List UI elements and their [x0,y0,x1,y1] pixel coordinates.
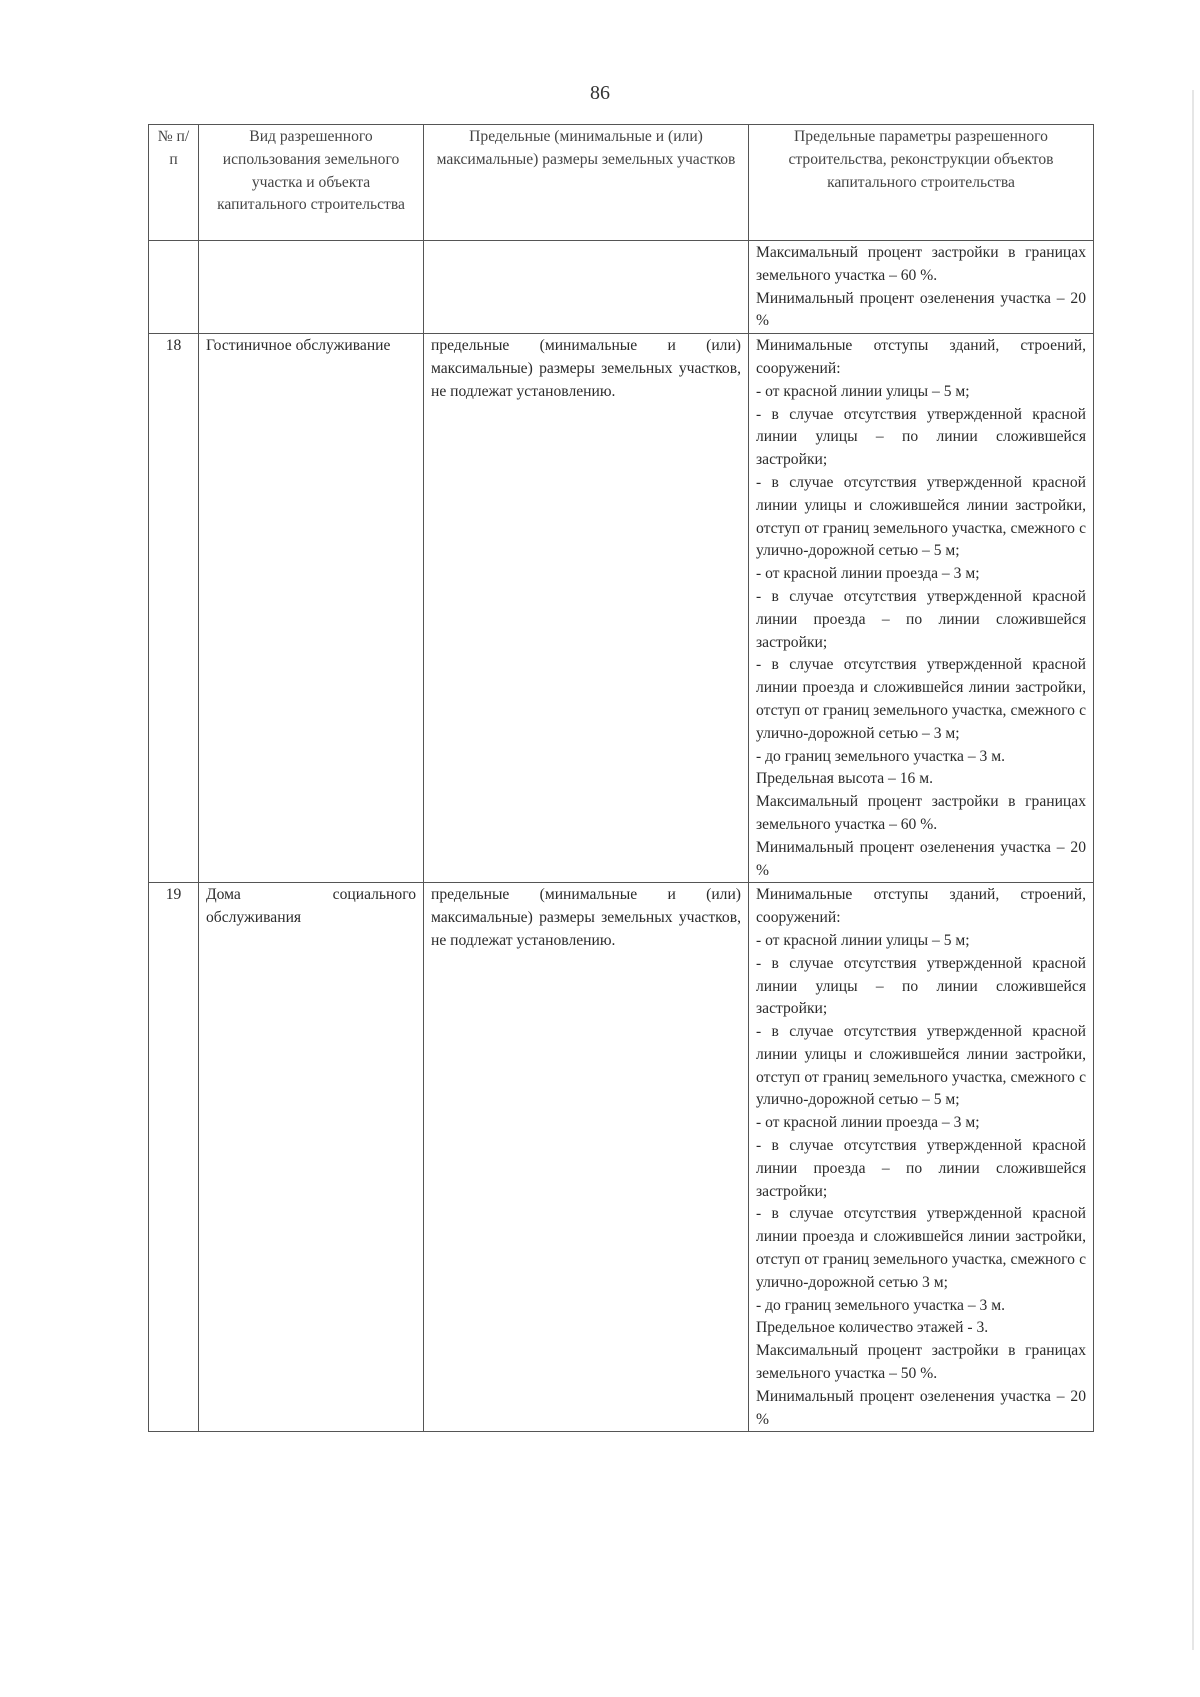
table-row-continued [149,241,1094,334]
param-line: Минимальный процент озеленения участка – 20 % [756,838,1086,879]
param-line: - в случае отсутствия утвержденной красной линии улицы и сложившейся линии застройки, отступ от границ земельного участка, смежного с улично-дорожной сетью – 5 м; [756,473,1086,560]
cell-use-type [199,241,424,334]
param-line: Минимальные отступы зданий, строений, сооружений: [756,337,1086,377]
header-build-params: Предельные параметры разрешенного строительства, реконструкции объектов капитального строительства [749,125,1094,241]
param-line: Максимальный процент застройки в границах земельного участка – 60 %. [756,244,1086,284]
cell-build-params [749,883,1094,1432]
header-num: № п/п [149,125,199,241]
param-line: Предельная высота – 16 м. [756,770,933,788]
table-row [149,883,1094,1432]
param-line: - от красной линии улицы – 5 м; [756,382,970,400]
param-line: - от красной линии проезда – 3 м; [756,1114,980,1132]
param-line: - в случае отсутствия утвержденной красной линии улицы – по линии сложившейся застройки; [756,405,1086,469]
page-number: 86 [590,82,610,104]
header-use-type: Вид разрешенного использования земельного участка и объекта капитального строительства [199,125,424,241]
param-line: Максимальный процент застройки в границах земельного участка – 50 %. [756,1342,1086,1383]
cell-build-params [749,334,1094,883]
param-line: - до границ земельного участка – 3 м. [756,747,1005,765]
param-line: Предельное количество этажей - 3. [756,1319,989,1337]
cell-plot-sizes: предельные (минимальные и (или) максимальные) размеры земельных участков, не подлежат установлению. [424,883,749,1432]
param-line: - в случае отсутствия утвержденной красной линии улицы – по линии сложившейся застройки; [756,954,1086,1018]
cell-build-params [749,241,1094,334]
cell-num [149,241,199,334]
cell-plot-sizes: предельные (минимальные и (или) максимальные) размеры земельных участков, не подлежат установлению. [424,334,749,883]
param-line: Максимальный процент застройки в границах земельного участка – 60 %. [756,793,1086,833]
param-line: - от красной линии улицы – 5 м; [756,931,970,949]
cell-use-type: Гостиничное обслуживание [199,334,424,883]
row-number: 18 [149,334,199,883]
regulations-table [148,124,1094,1432]
table-row [149,334,1094,883]
param-line: - в случае отсутствия утвержденной красной линии проезда – по линии сложившейся застройки; [756,1137,1086,1200]
row-number: 19 [149,883,199,1432]
param-line: - в случае отсутствия утвержденной красной линии проезда и сложившейся линии застройки, отступ от границ земельного участка, смежного с улично-дорожной сетью – 3 м; [756,656,1086,742]
param-line: - в случае отсутствия утвержденной красной линии проезда – по линии сложившейся застройки; [756,587,1086,651]
scan-edge-line [1192,90,1194,1650]
cell-use-type: Дома социального обслуживания [199,883,424,1432]
param-line: Минимальный процент озеленения участка – 20 % [756,289,1086,330]
param-line: - в случае отсутствия утвержденной красной линии проезда и сложившейся линии застройки, отступ от границ земельного участка, смежного с улично-дорожной сетью 3 м; [756,1205,1086,1291]
param-line: - от красной линии проезда – 3 м; [756,565,980,583]
param-line: Минимальные отступы зданий, строений, сооружений: [756,886,1086,927]
param-line: Минимальный процент озеленения участка – 20 % [756,1387,1086,1428]
param-line: - в случае отсутствия утвержденной красной линии улицы и сложившейся линии застройки, отступ от границ земельного участка, смежного с улично-дорожной сетью – 5 м; [756,1023,1086,1109]
header-plot-sizes: Предельные (минимальные и (или) максимальные) размеры земельных участков [424,125,749,241]
table-header-row [149,125,1094,241]
cell-plot-sizes [424,241,749,334]
param-line: - до границ земельного участка – 3 м. [756,1296,1005,1314]
